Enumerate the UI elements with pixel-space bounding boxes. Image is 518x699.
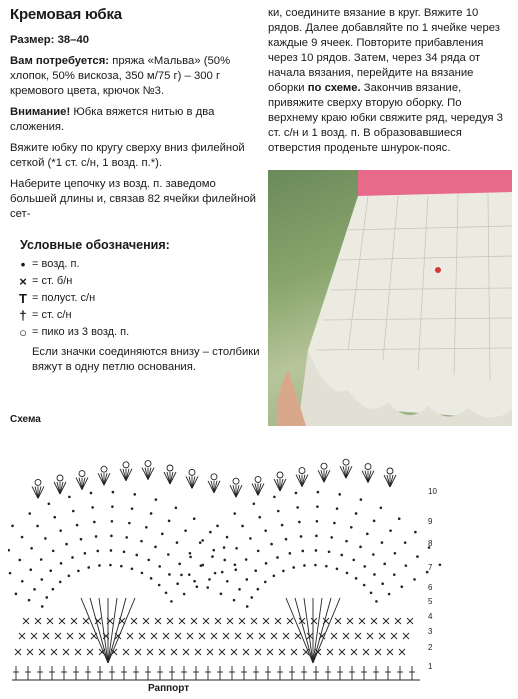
chain-dot	[226, 536, 229, 539]
chain-dot	[298, 521, 301, 524]
picot-circle	[321, 463, 327, 469]
chain-dot	[36, 525, 39, 528]
chain-dot	[235, 547, 238, 550]
chain-dot	[257, 588, 260, 591]
chain-dot	[317, 491, 320, 494]
size-label: Размер:	[10, 34, 55, 46]
chain-dot	[199, 541, 202, 544]
paragraph-1: Вяжите юбку по кругу сверху вниз филейной сеткой (*1 ст. с/н, 1 возд. п.*).	[10, 142, 245, 169]
chain-dot	[18, 559, 21, 562]
chain-dot	[338, 493, 341, 496]
chain-dot	[401, 585, 404, 588]
legend-item	[14, 307, 260, 324]
chain-dot	[30, 547, 33, 550]
chain-dot	[405, 564, 408, 567]
chain-dot	[45, 596, 48, 599]
chain-dot	[233, 512, 236, 515]
chain-dot	[111, 505, 114, 508]
chain-dot	[282, 570, 285, 573]
legend-item	[14, 273, 260, 290]
chain-dot	[254, 569, 257, 572]
chain-dot	[123, 550, 126, 553]
chain-dot	[71, 556, 74, 559]
chain-dot	[110, 549, 113, 552]
chain-dot	[212, 549, 215, 552]
chain-dot	[300, 535, 303, 538]
chain-dot	[234, 568, 237, 571]
legend-item	[14, 324, 260, 341]
row-numbers	[428, 487, 437, 671]
chain-dot	[325, 565, 328, 568]
attention-value: Юбка вяжется нитью в два сложения.	[10, 106, 215, 133]
chain-dot	[176, 541, 179, 544]
chain-dot	[292, 566, 295, 569]
legend-note: Если значки соединяются внизу – столбики вяжут в одну петлю основания.	[32, 346, 260, 373]
chain-dot	[303, 564, 306, 567]
chart-marks	[8, 459, 441, 680]
chain-dot	[21, 536, 24, 539]
chain-dot	[209, 531, 212, 534]
t-icon: T	[19, 291, 27, 306]
left-column	[10, 6, 260, 375]
chain-dot	[52, 550, 55, 553]
skirt-body	[308, 192, 512, 420]
chain-dot	[87, 566, 90, 569]
chain-dot	[44, 537, 47, 540]
chain-dot	[41, 605, 44, 608]
chain-dot	[96, 550, 99, 553]
chain-dot	[316, 505, 319, 508]
chain-dot	[273, 574, 276, 577]
chain-dot	[168, 520, 171, 523]
chain-dot	[178, 563, 181, 566]
picot-circle	[145, 461, 151, 467]
chain-dot	[245, 558, 248, 561]
chain-dot	[77, 570, 80, 573]
chain-dot	[253, 503, 256, 506]
picot-circle	[343, 459, 349, 465]
picot-circle	[255, 476, 261, 482]
schema-label: Схема	[10, 414, 41, 425]
chain-dot	[221, 571, 224, 574]
leg	[277, 370, 306, 426]
chain-dot	[289, 552, 292, 555]
chain-dot	[250, 596, 253, 599]
chain-dot	[389, 529, 392, 532]
chain-dot	[59, 581, 62, 584]
chain-dot	[393, 573, 396, 576]
chain-dot	[193, 517, 196, 520]
chain-dot	[346, 572, 349, 575]
chain-dot	[216, 525, 219, 528]
chain-dot	[150, 577, 153, 580]
chain-dot	[223, 546, 226, 549]
chain-dot	[184, 529, 187, 532]
chain-dot	[314, 564, 317, 567]
chain-dot	[208, 578, 211, 581]
chain-dot	[352, 559, 355, 562]
chain-dot	[249, 537, 252, 540]
picot-circle	[233, 478, 239, 484]
chain-dot	[193, 580, 196, 583]
chain-dot	[296, 506, 299, 509]
fan-stitch	[295, 598, 313, 663]
chain-dot	[145, 526, 148, 529]
picot-circle	[299, 468, 305, 474]
chain-dot	[281, 524, 284, 527]
chain-dot	[381, 541, 384, 544]
chain-dot	[355, 577, 358, 580]
chain-dot	[128, 522, 131, 525]
chain-dot	[316, 520, 319, 523]
chain-dot	[109, 564, 112, 567]
skirt-illustration	[268, 170, 512, 426]
dot-icon: •	[20, 257, 26, 272]
chain-dot	[53, 516, 56, 519]
chain-dot	[201, 539, 204, 542]
circle-icon: ○	[19, 325, 27, 340]
chain-dot	[315, 535, 318, 538]
chain-dot	[112, 491, 115, 494]
picot-circle	[35, 479, 41, 485]
chain-dot	[257, 550, 260, 553]
chain-dot	[133, 493, 136, 496]
chain-dot	[439, 563, 442, 566]
row-number: 2	[428, 643, 433, 652]
row-number: 3	[428, 627, 433, 636]
chain-dot	[111, 520, 114, 523]
chain-dot	[28, 512, 31, 515]
chain-dot	[110, 535, 113, 538]
chain-dot	[350, 526, 353, 529]
attention-label: Внимание!	[10, 106, 71, 118]
chain-dot	[183, 593, 186, 596]
chain-dot	[98, 564, 101, 567]
legend-item-text: = полуст. с/н	[32, 292, 96, 304]
chain-dot	[41, 578, 44, 581]
chain-dot	[214, 572, 217, 575]
row-number: 5	[428, 597, 433, 606]
chain-dot	[373, 573, 376, 576]
chain-dot	[80, 538, 83, 541]
chain-dot	[265, 562, 268, 565]
chain-dot	[246, 605, 249, 608]
legend-title: Условные обозначения:	[20, 238, 170, 252]
chain-dot	[398, 517, 401, 520]
chain-dot	[333, 522, 336, 525]
chain-dot	[404, 541, 407, 544]
chain-dot	[241, 525, 244, 528]
row-number: 7	[428, 563, 433, 572]
chain-dot	[234, 563, 237, 566]
chain-dot	[372, 553, 375, 556]
chain-dot	[84, 552, 87, 555]
chain-dot	[168, 573, 171, 576]
chain-dot	[360, 498, 363, 501]
legend-item-text: = возд. п.	[32, 258, 80, 270]
attention-line	[10, 105, 260, 135]
chain-dot	[72, 510, 75, 513]
chain-dot	[258, 516, 261, 519]
chain-dot	[68, 574, 71, 577]
materials-value: пряжа «Мальва» (50% хлопок, 50% вискоза, 350 м/75 г) – 300 г кремового цвета, крючок №3.	[10, 55, 231, 97]
chain-dot	[90, 492, 93, 495]
dagger-icon: †	[19, 308, 27, 323]
raport-label: Раппорт	[148, 683, 190, 694]
picot-circle	[167, 465, 173, 471]
chain-dot	[285, 538, 288, 541]
chain-dot	[233, 599, 236, 602]
picot-circle	[365, 464, 371, 470]
skirt-photo	[268, 170, 512, 426]
picot-circle	[189, 469, 195, 475]
chain-dot	[345, 540, 348, 543]
row-number: 6	[428, 583, 433, 592]
size-value: 38–40	[57, 34, 90, 46]
chain-dot	[264, 581, 267, 584]
chain-dot	[383, 563, 386, 566]
chain-dot	[65, 543, 68, 546]
picot-circle	[123, 462, 129, 468]
row-number: 1	[428, 662, 433, 671]
chain-dot	[154, 546, 157, 549]
instructions-bold: по схеме.	[307, 82, 361, 94]
chain-dot	[220, 593, 223, 596]
chain-dot	[363, 565, 366, 568]
chain-dot	[366, 533, 369, 536]
picot-circle	[387, 468, 393, 474]
chain-dot	[189, 552, 192, 555]
chain-dot	[359, 546, 362, 549]
picot-circle	[79, 471, 85, 477]
chain-dot	[158, 584, 161, 587]
chain-dot	[264, 529, 267, 532]
chain-dot	[167, 553, 170, 556]
legend-item	[14, 256, 260, 273]
chain-dot	[135, 554, 138, 557]
chain-dot	[188, 573, 191, 576]
right-column	[268, 6, 513, 162]
chain-dot	[52, 588, 55, 591]
chain-dot	[336, 507, 339, 510]
chain-dot	[373, 520, 376, 523]
flower-icon	[435, 267, 441, 273]
chain-dot	[277, 510, 280, 513]
row-number: 9	[428, 517, 433, 526]
chain-dot	[147, 559, 150, 562]
instructions-part2: Закончив вязание, привяжите сверху вторую оборку. По верхнему краю юбки свяжите ряд, чередуя 3 ст. с/н и 1 возд. п. В образовавшиеся отверстия проденьте шнурок-пояс.	[268, 82, 503, 154]
chain-dot	[131, 567, 134, 570]
chain-dot	[238, 588, 241, 591]
legend-item	[14, 290, 260, 307]
instructions-text	[268, 6, 513, 156]
fan-stitch	[90, 598, 108, 663]
chain-dot	[21, 580, 24, 583]
legend-item-text: = ст. б/н	[32, 275, 73, 287]
cross-icon: ×	[19, 274, 27, 289]
chain-dot	[176, 582, 179, 585]
chain-dot	[60, 562, 63, 565]
chain-dot	[91, 506, 94, 509]
chain-dot	[9, 572, 12, 575]
size-line	[10, 33, 260, 48]
chain-dot	[380, 506, 383, 509]
picot-circle	[211, 474, 217, 480]
chain-dot	[40, 558, 43, 561]
chain-dot	[381, 582, 384, 585]
chain-dot	[201, 564, 204, 567]
chain-dot	[131, 507, 134, 510]
chain-dot	[276, 556, 279, 559]
chain-dot	[28, 599, 31, 602]
chain-dot	[363, 584, 366, 587]
chain-dot	[388, 593, 391, 596]
fan-stitch	[108, 598, 126, 663]
materials-label: Вам потребуется:	[10, 55, 110, 67]
instructions-part1: ки, соедините вязание в круг. Вяжите 10 рядов. Далее добавляйте по 1 ячейке через каждые 9 ячеек. Повторите прибавления через 10 рядов. Затем, через 34 ряда от начала вязания, перейдите на вязание оборки	[268, 7, 500, 94]
chain-dot	[8, 549, 10, 552]
legend-item-text: = ст. с/н	[32, 309, 72, 321]
chain-dot	[59, 529, 62, 532]
picot-circle	[277, 472, 283, 478]
chain-dot	[29, 568, 32, 571]
chain-dot	[189, 556, 192, 559]
chain-dot	[315, 549, 318, 552]
chain-dot	[93, 521, 96, 524]
chain-dot	[49, 569, 52, 572]
row-number: 10	[428, 487, 437, 496]
chain-dot	[206, 586, 209, 589]
paragraph-2: Наберите цепочку из возд. п. заведомо большей длины и, связав 82 ячейки филейной сет-	[10, 178, 256, 220]
chain-dot	[273, 496, 276, 499]
chain-dot	[336, 567, 339, 570]
chain-dot	[150, 512, 153, 515]
chain-dot	[76, 524, 79, 527]
crochet-chart	[8, 428, 508, 696]
chain-dot	[170, 600, 173, 603]
chain-dot	[33, 588, 36, 591]
picot-circle	[101, 466, 107, 472]
chain-dot	[355, 512, 358, 515]
chain-dot	[158, 565, 161, 568]
chain-dot	[196, 585, 199, 588]
chain-dot	[223, 559, 226, 562]
chain-dot	[413, 578, 416, 581]
row-number: 8	[428, 539, 433, 548]
page-title: Кремовая юбка	[10, 6, 122, 23]
chain-dot	[211, 555, 214, 558]
chain-dot	[270, 543, 273, 546]
chain-dot	[165, 591, 168, 594]
chain-dot	[15, 593, 18, 596]
chain-dot	[416, 555, 419, 558]
chain-dot	[340, 554, 343, 557]
chain-dot	[48, 503, 51, 506]
chain-dot	[11, 525, 14, 528]
chain-dot	[68, 496, 71, 499]
chain-dot	[175, 506, 178, 509]
chain-dot	[180, 574, 183, 577]
chain-dot	[375, 600, 378, 603]
legend-item-text: = пико из 3 возд. п.	[32, 326, 130, 338]
chain-dot	[140, 540, 143, 543]
chain-dot	[370, 591, 373, 594]
chain-dot	[301, 550, 304, 553]
chain-dot	[226, 580, 229, 583]
chain-dot	[414, 531, 417, 534]
chain-dot	[295, 492, 298, 495]
chain-dot	[141, 572, 144, 575]
row-number: 4	[428, 612, 433, 621]
chain-dot	[394, 552, 397, 555]
chain-dot	[120, 565, 123, 568]
chain-dot	[328, 550, 331, 553]
chain-dot	[161, 533, 164, 536]
chain-dot	[125, 536, 128, 539]
chain-dot	[95, 535, 98, 538]
picot-circle	[57, 475, 63, 481]
chain-dot	[330, 536, 333, 539]
chain-dot	[246, 578, 249, 581]
chain-dot	[155, 498, 158, 501]
materials-line	[10, 54, 260, 99]
